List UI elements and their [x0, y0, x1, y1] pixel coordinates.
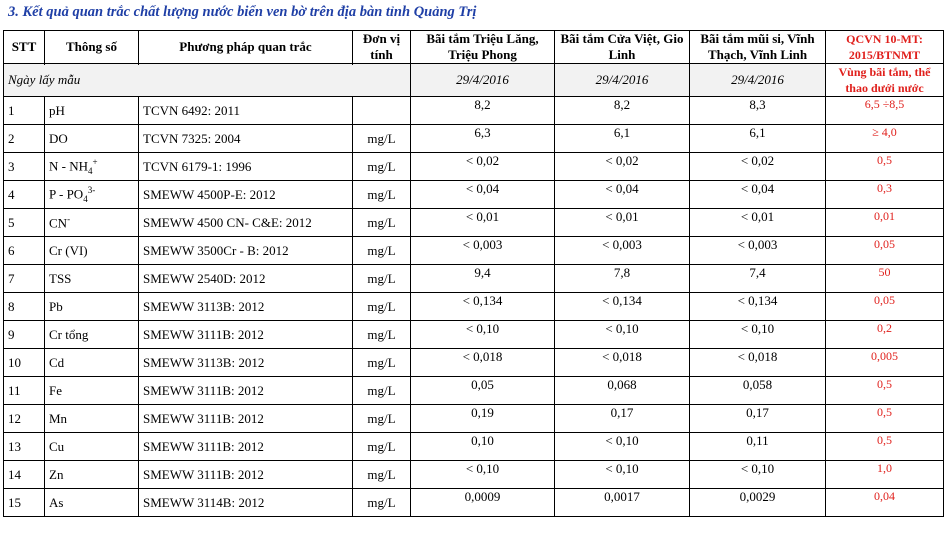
row-param	[45, 321, 139, 349]
header-site3: Bãi tắm mũi si, Vĩnh Thạch, Vĩnh Linh	[690, 31, 826, 64]
param-name: N - NH	[49, 158, 88, 174]
param-name: Cr tổng	[49, 326, 89, 342]
row-method: SMEWW 3113B: 2012	[139, 349, 353, 377]
param-superscript: +	[92, 157, 98, 168]
param-name: Pb	[49, 298, 63, 314]
row-param	[45, 461, 139, 489]
row-method: SMEWW 4500P-E: 2012	[139, 181, 353, 209]
header-site1: Bãi tắm Triệu Lăng, Triệu Phong	[411, 31, 555, 64]
row-standard-value: 0,3	[826, 181, 944, 209]
row-method: SMEWW 3111B: 2012	[139, 377, 353, 405]
param-name: Cu	[49, 438, 65, 454]
row-unit: mg/L	[353, 377, 411, 405]
page-heading: 3. Kết quả quan trắc chất lượng nước biển ven bờ trên địa bàn tỉnh Quảng Trị	[8, 4, 477, 20]
param-name: As	[49, 494, 64, 510]
row-stt: 9	[4, 321, 45, 349]
row-site2-value: < 0,01	[555, 209, 690, 237]
row-method: SMEWW 3111B: 2012	[139, 433, 353, 461]
row-site2-value: 0,17	[555, 405, 690, 433]
header-method: Phương pháp quan trắc	[139, 31, 353, 64]
row-site2-value: 6,1	[555, 125, 690, 153]
row-site2-value: < 0,02	[555, 153, 690, 181]
param-name: Cd	[49, 354, 65, 370]
row-site1-value: 0,05	[411, 377, 555, 405]
param-name: CN	[49, 215, 68, 231]
row-stt: 12	[4, 405, 45, 433]
row-stt: 14	[4, 461, 45, 489]
date-site3: 29/4/2016	[690, 64, 826, 97]
row-unit: mg/L	[353, 461, 411, 489]
param-name: pH	[49, 102, 65, 118]
row-param	[45, 377, 139, 405]
row-method: SMEWW 3111B: 2012	[139, 461, 353, 489]
row-stt: 4	[4, 181, 45, 209]
row-site2-value: 0,0017	[555, 489, 690, 517]
row-standard-value: 1,0	[826, 461, 944, 489]
row-site1-value: < 0,02	[411, 153, 555, 181]
row-site3-value: 0,0029	[690, 489, 826, 517]
table-row	[4, 489, 944, 517]
row-method: TCVN 7325: 2004	[139, 125, 353, 153]
row-site3-value: < 0,01	[690, 209, 826, 237]
row-stt: 1	[4, 97, 45, 125]
date-site2: 29/4/2016	[555, 64, 690, 97]
param-subscript: 4	[83, 193, 88, 204]
row-method: SMEWW 3114B: 2012	[139, 489, 353, 517]
row-stt: 11	[4, 377, 45, 405]
row-stt: 15	[4, 489, 45, 517]
row-param	[45, 265, 139, 293]
row-unit: mg/L	[353, 349, 411, 377]
header-param: Thông số	[45, 31, 139, 64]
param-subscript: 4	[88, 165, 93, 176]
row-site2-value: 8,2	[555, 97, 690, 125]
param-name: P - PO	[49, 186, 84, 202]
row-unit: mg/L	[353, 293, 411, 321]
row-site2-value: 7,8	[555, 265, 690, 293]
row-unit: mg/L	[353, 405, 411, 433]
row-standard-value: 0,5	[826, 153, 944, 181]
table-row	[4, 181, 944, 209]
row-standard-value: 0,05	[826, 293, 944, 321]
row-param	[45, 181, 139, 209]
param-name: Cr (VI)	[49, 242, 88, 258]
param-name: Mn	[49, 410, 68, 426]
row-stt: 6	[4, 237, 45, 265]
row-unit: mg/L	[353, 125, 411, 153]
row-site3-value: 7,4	[690, 265, 826, 293]
row-method: SMEWW 3111B: 2012	[139, 321, 353, 349]
row-site3-value: 6,1	[690, 125, 826, 153]
row-method: SMEWW 2540D: 2012	[139, 265, 353, 293]
row-site3-value: < 0,02	[690, 153, 826, 181]
row-method: TCVN 6492: 2011	[139, 97, 353, 125]
row-site2-value: < 0,10	[555, 321, 690, 349]
table-row	[4, 209, 944, 237]
row-method: SMEWW 3500Cr - B: 2012	[139, 237, 353, 265]
row-unit: mg/L	[353, 237, 411, 265]
row-method: TCVN 6179-1: 1996	[139, 153, 353, 181]
row-site2-value: < 0,003	[555, 237, 690, 265]
table-row	[4, 433, 944, 461]
table-row	[4, 349, 944, 377]
row-param	[45, 209, 139, 237]
row-standard-value: 0,04	[826, 489, 944, 517]
row-param	[45, 97, 139, 125]
header-stt: STT	[4, 31, 45, 64]
table-row	[4, 461, 944, 489]
row-site2-value: < 0,10	[555, 461, 690, 489]
header-standard: QCVN 10-MT: 2015/BTNMT	[826, 31, 944, 64]
param-name: Fe	[49, 382, 62, 398]
row-site3-value: 8,3	[690, 97, 826, 125]
row-standard-value: 6,5 ÷8,5	[826, 97, 944, 125]
row-site1-value: < 0,10	[411, 461, 555, 489]
water-quality-table	[3, 30, 944, 517]
row-stt: 3	[4, 153, 45, 181]
row-unit: mg/L	[353, 489, 411, 517]
param-name: TSS	[49, 270, 72, 286]
param-name: Zn	[49, 466, 64, 482]
row-unit: mg/L	[353, 181, 411, 209]
row-unit: mg/L	[353, 433, 411, 461]
table-row	[4, 321, 944, 349]
row-param	[45, 153, 139, 181]
table-row	[4, 153, 944, 181]
row-param	[45, 433, 139, 461]
row-site3-value: 0,058	[690, 377, 826, 405]
row-site1-value: 0,19	[411, 405, 555, 433]
table-row	[4, 265, 944, 293]
row-site1-value: < 0,10	[411, 321, 555, 349]
row-method: SMEWW 4500 CN- C&E: 2012	[139, 209, 353, 237]
param-name: DO	[49, 130, 68, 146]
row-standard-value: 0,2	[826, 321, 944, 349]
table-row	[4, 405, 944, 433]
row-param	[45, 405, 139, 433]
row-param	[45, 489, 139, 517]
row-stt: 2	[4, 125, 45, 153]
row-site3-value: < 0,003	[690, 237, 826, 265]
row-standard-value: 0,5	[826, 405, 944, 433]
row-site1-value: < 0,01	[411, 209, 555, 237]
row-unit: mg/L	[353, 265, 411, 293]
row-unit: mg/L	[353, 153, 411, 181]
row-standard-value: 0,05	[826, 237, 944, 265]
header-unit: Đơn vị tính	[353, 31, 411, 64]
row-standard-value: 0,01	[826, 209, 944, 237]
header-site2: Bãi tắm Cửa Việt, Gio Linh	[555, 31, 690, 64]
row-standard-value: 50	[826, 265, 944, 293]
table-row	[4, 293, 944, 321]
row-stt: 7	[4, 265, 45, 293]
row-site2-value: 0,068	[555, 377, 690, 405]
row-standard-value: 0,5	[826, 377, 944, 405]
row-standard-value: 0,5	[826, 433, 944, 461]
row-site3-value: < 0,10	[690, 461, 826, 489]
row-site3-value: < 0,04	[690, 181, 826, 209]
row-method: SMEWW 3113B: 2012	[139, 293, 353, 321]
row-stt: 10	[4, 349, 45, 377]
row-standard-value: ≥ 4,0	[826, 125, 944, 153]
row-site1-value: 6,3	[411, 125, 555, 153]
row-param	[45, 237, 139, 265]
table-row	[4, 237, 944, 265]
row-site1-value: 9,4	[411, 265, 555, 293]
row-site3-value: < 0,134	[690, 293, 826, 321]
row-standard-value: 0,005	[826, 349, 944, 377]
row-method: SMEWW 3111B: 2012	[139, 405, 353, 433]
row-site3-value: < 0,018	[690, 349, 826, 377]
table-row	[4, 97, 944, 125]
row-site3-value: < 0,10	[690, 321, 826, 349]
row-site1-value: 0,0009	[411, 489, 555, 517]
row-unit	[353, 97, 411, 125]
param-superscript: 3-	[87, 185, 96, 196]
table-body	[4, 97, 944, 517]
row-stt: 13	[4, 433, 45, 461]
row-param	[45, 293, 139, 321]
row-stt: 5	[4, 209, 45, 237]
row-unit: mg/L	[353, 321, 411, 349]
row-site1-value: 8,2	[411, 97, 555, 125]
row-stt: 8	[4, 293, 45, 321]
date-site1: 29/4/2016	[411, 64, 555, 97]
row-unit: mg/L	[353, 209, 411, 237]
param-superscript: -	[67, 213, 71, 224]
row-site1-value: < 0,018	[411, 349, 555, 377]
row-site2-value: < 0,04	[555, 181, 690, 209]
table-row	[4, 125, 944, 153]
header-standard-sub: Vùng bãi tắm, thể thao dưới nước	[826, 64, 944, 97]
row-site1-value: < 0,04	[411, 181, 555, 209]
row-site3-value: 0,17	[690, 405, 826, 433]
row-site3-value: 0,11	[690, 433, 826, 461]
row-param	[45, 349, 139, 377]
row-site2-value: < 0,10	[555, 433, 690, 461]
row-param	[45, 125, 139, 153]
table-row	[4, 377, 944, 405]
row-site1-value: 0,10	[411, 433, 555, 461]
date-label: Ngày lấy mẫu	[4, 64, 411, 97]
row-site1-value: < 0,134	[411, 293, 555, 321]
row-site2-value: < 0,134	[555, 293, 690, 321]
row-site2-value: < 0,018	[555, 349, 690, 377]
row-site1-value: < 0,003	[411, 237, 555, 265]
